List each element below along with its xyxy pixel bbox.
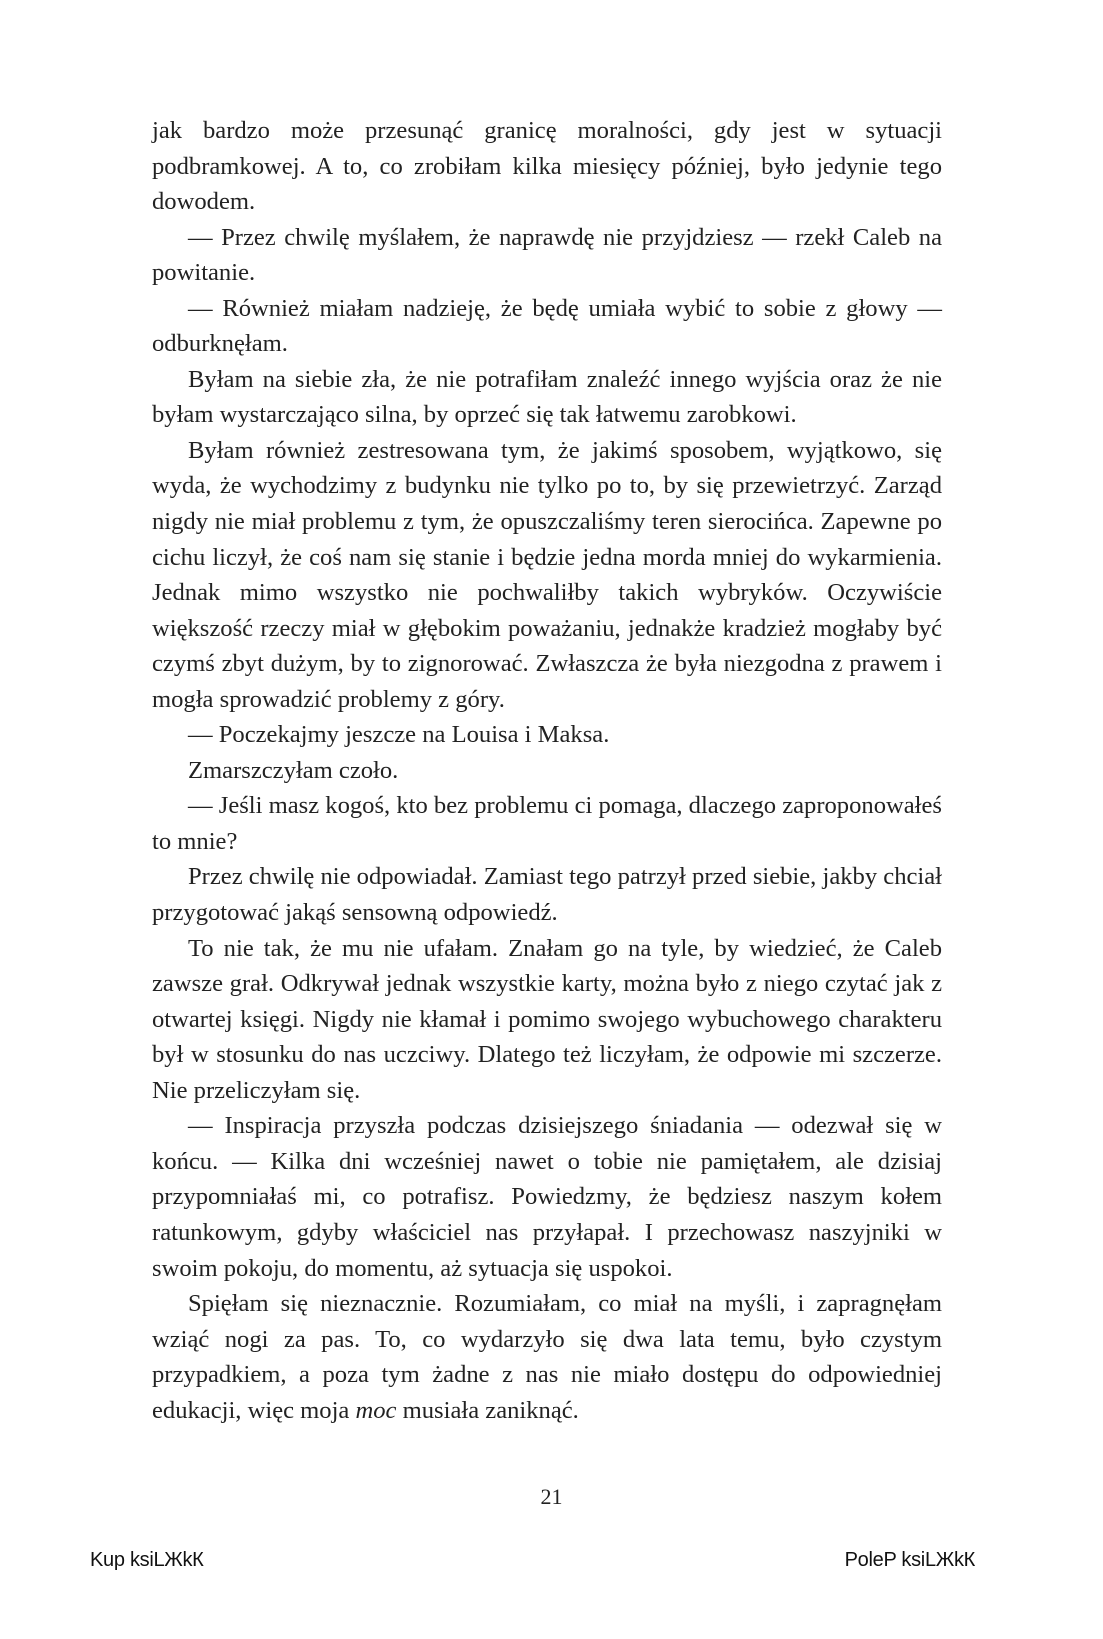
- paragraph: Zmarszczyłam czoło.: [188, 756, 399, 784]
- footer-recommend-link[interactable]: PoleP ksiLЖkК: [844, 1549, 975, 1571]
- paragraph: — Również miałam nadzieję, że będę umiała wybić to sobie z głowy — odburknęłam.: [152, 294, 942, 358]
- paragraph-text: Spięłam się nieznacznie. Rozumiałam, co miał na myśli, i zapragnęłam wziąć nogi za pas. To, co wydarzyło się dwa lata temu, było czystym przypadkiem, a poza tym żadne z nas nie miało dostępu do odpowiedniej edukacji, więc moja: [152, 1290, 942, 1424]
- paragraph: — Przez chwilę myślałem, że naprawdę nie przyjdziesz — rzekł Caleb na powitanie.: [152, 223, 942, 287]
- paragraph: [152, 1286, 942, 1428]
- footer-buy-link[interactable]: Kup ksiLЖkК: [90, 1549, 204, 1571]
- paragraph: Przez chwilę nie odpowiadał. Zamiast tego patrzył przed siebie, jakby chciał przygotować jakąś sensowną odpowiedź.: [152, 863, 942, 927]
- body-text: [152, 113, 942, 1428]
- paragraph: To nie tak, że mu nie ufałam. Znałam go na tyle, by wiedzieć, że Caleb zawsze grał. Odkrywał jednak wszystkie karty, można było z niego czytać jak z otwartej księgi. Nigdy nie kłamał i pomimo swojego wybuchowego charakteru był w stosunku do nas uczciwy. Dlatego też liczyłam, że odpowie mi szczerze. Nie przeliczyłam się.: [152, 934, 942, 1104]
- emphasized-word: moc: [355, 1396, 397, 1424]
- paragraph: — Inspiracja przyszła podczas dzisiejszego śniadania — odezwał się w końcu. — Kilka dni wcześniej nawet o tobie nie pamiętałem, ale dzisiaj przypomniałaś mi, co potrafisz. Powiedzmy, że będziesz naszym kołem ratunkowym, gdyby właściciel nas przyłapał. I przechowasz naszyjniki w swoim pokoju, do momentu, aż sytuacja się uspokoi.: [152, 1112, 942, 1282]
- paragraph: — Jeśli masz kogoś, kto bez problemu ci pomaga, dlaczego zaproponowałeś to mnie?: [152, 792, 942, 855]
- paragraph: jak bardzo może przesunąć granicę moralności, gdy jest w sytuacji podbramkowej. A to, co zrobiłam kilka miesięcy później, było jedynie tego dowodem.: [152, 117, 942, 216]
- paragraph: — Poczekajmy jeszcze na Louisa i Maksa.: [188, 721, 610, 749]
- paragraph: Byłam na siebie zła, że nie potrafiłam znaleźć innego wyjścia oraz że nie byłam wystarczająco silna, by oprzeć się tak łatwemu zarobkowi.: [152, 365, 942, 429]
- paragraph-text: musiała zaniknąć.: [396, 1396, 579, 1424]
- paragraph: Byłam również zestresowana tym, że jakimś sposobem, wyjątkowo, się wyda, że wychodzimy z budynku nie tylko po to, by się przewietrzyć. Zarząd nigdy nie miał problemu z tym, że opuszczaliśmy teren sierocińca. Zapewne po cichu liczył, że coś nam się stanie i będzie jedna morda mniej do wykarmienia. Jednak mimo wszystko nie pochwaliłby takich wybryków. Oczywiście większość rzeczy miał w głębokim poważaniu, jednakże kradzież mogłaby być czymś zbyt dużym, by to zignorować. Zwłaszcza że była niezgodna z prawem i mogła sprowadzić problemy z góry.: [152, 436, 942, 713]
- page-number: 21: [540, 1484, 563, 1509]
